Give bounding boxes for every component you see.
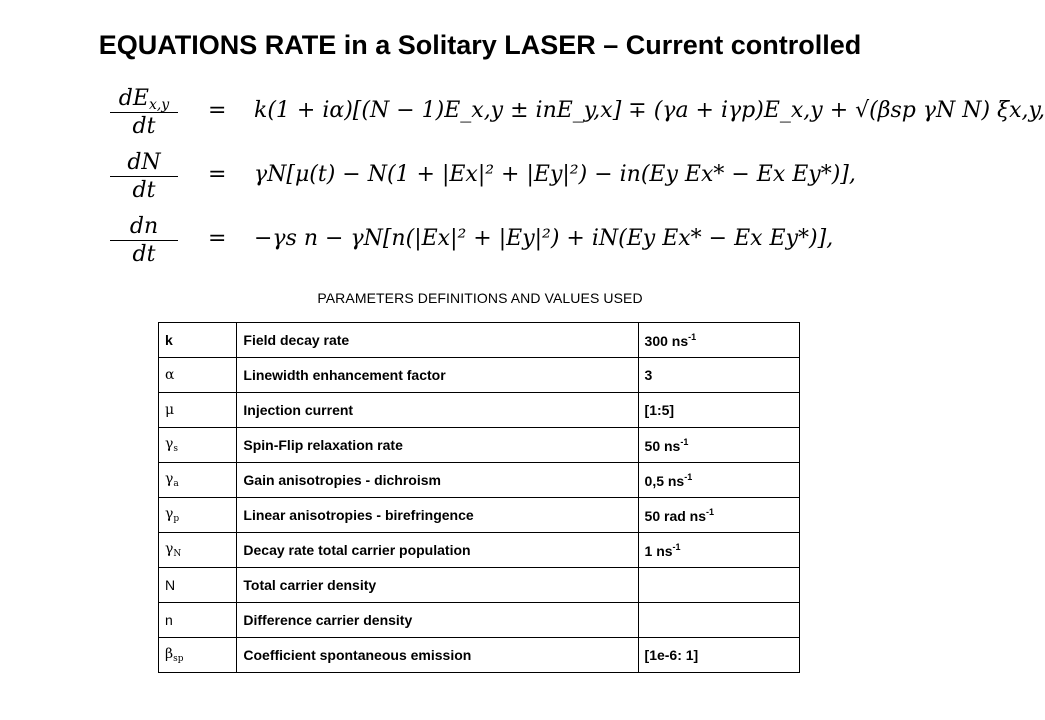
equals-sign: =: [208, 226, 227, 251]
param-symbol: $\beta_{sp}$: [159, 638, 237, 673]
fraction-bar: [110, 240, 178, 241]
param-value: [638, 603, 799, 638]
equation-carrier-total: [104, 148, 864, 204]
equation-field: [104, 84, 1045, 140]
slide-title: EQUATIONS RATE in a Solitary LASER – Current controlled: [98, 30, 862, 60]
table-row: [159, 323, 800, 358]
lhs-denominator: dt: [132, 114, 156, 139]
table-row: [159, 358, 800, 393]
param-value: 3: [638, 358, 799, 393]
lhs-numerator-sub: x,y: [148, 97, 170, 113]
table-row: [159, 498, 800, 533]
table-row: [159, 428, 800, 463]
param-value: 50 $ns^{-1}$: [638, 428, 799, 463]
equals-sign: =: [208, 162, 227, 187]
param-definition: Injection current: [237, 393, 638, 428]
lhs-denominator: dt: [132, 242, 156, 267]
lhs-numerator: dN: [127, 150, 161, 175]
lhs-fraction: [104, 84, 184, 140]
rhs-expression: γN[μ(t) − N(1 + |Ex|² + |Ey|²) − in(Ey Ex* − Ex Ey*)],: [254, 162, 856, 187]
param-symbol: μ: [159, 393, 237, 428]
param-definition: Decay rate total carrier population: [237, 533, 638, 568]
lhs-numerator: dE: [118, 86, 149, 111]
param-value: [1e-6: 1]: [638, 638, 799, 673]
table-row: [159, 568, 800, 603]
table-row: [159, 393, 800, 428]
table-row: [159, 638, 800, 673]
param-definition: Difference carrier density: [237, 603, 638, 638]
param-definition: Total carrier density: [237, 568, 638, 603]
param-definition: Gain anisotropies - dichroism: [237, 463, 638, 498]
lhs-denominator: dt: [132, 178, 156, 203]
param-value: 1 $ns^{-1}$: [638, 533, 799, 568]
fraction-bar: [110, 112, 178, 113]
lhs-numerator: dn: [129, 214, 159, 239]
lhs-fraction: [104, 212, 184, 268]
param-symbol: $\gamma_s$: [159, 428, 237, 463]
param-definition: Spin-Flip relaxation rate: [237, 428, 638, 463]
table-row: [159, 463, 800, 498]
param-definition: Linewidth enhancement factor: [237, 358, 638, 393]
param-definition: Field decay rate: [237, 323, 638, 358]
param-value: 0,5 $ns^{-1}$: [638, 463, 799, 498]
param-symbol: k: [159, 323, 237, 358]
param-symbol: α: [159, 358, 237, 393]
param-symbol: n: [159, 603, 237, 638]
lhs-fraction: [104, 148, 184, 204]
equation-carrier-difference: [104, 212, 864, 268]
param-symbol: $\gamma_p$: [159, 498, 237, 533]
table-row: [159, 603, 800, 638]
param-symbol: $\gamma_a$: [159, 463, 237, 498]
rhs-expression: −γs n − γN[n(|Ex|² + |Ey|²) + iN(Ey Ex* − Ex Ey*)],: [254, 226, 834, 251]
param-value: 50 rad $ns^{-1}$: [638, 498, 799, 533]
rate-equations: [104, 84, 1045, 270]
param-definition: Coefficient spontaneous emission: [237, 638, 638, 673]
rhs-expression: k(1 + iα)[(N − 1)E_x,y ± inE_y,x] ∓ (γa + iγp)E_x,y + √(βsp γN N) ξx,y,: [254, 98, 1045, 123]
param-definition: Linear anisotropies - birefringence: [237, 498, 638, 533]
parameters-heading: PARAMETERS DEFINITIONS AND VALUES USED: [317, 290, 643, 306]
param-value: [638, 568, 799, 603]
fraction-bar: [110, 176, 178, 177]
param-symbol: $\gamma_N$: [159, 533, 237, 568]
param-symbol: N: [159, 568, 237, 603]
param-value: 300 $ns^{-1}$: [638, 323, 799, 358]
parameters-table: [158, 322, 800, 673]
equals-sign: =: [208, 98, 227, 123]
param-value: [1:5]: [638, 393, 799, 428]
table-row: [159, 533, 800, 568]
